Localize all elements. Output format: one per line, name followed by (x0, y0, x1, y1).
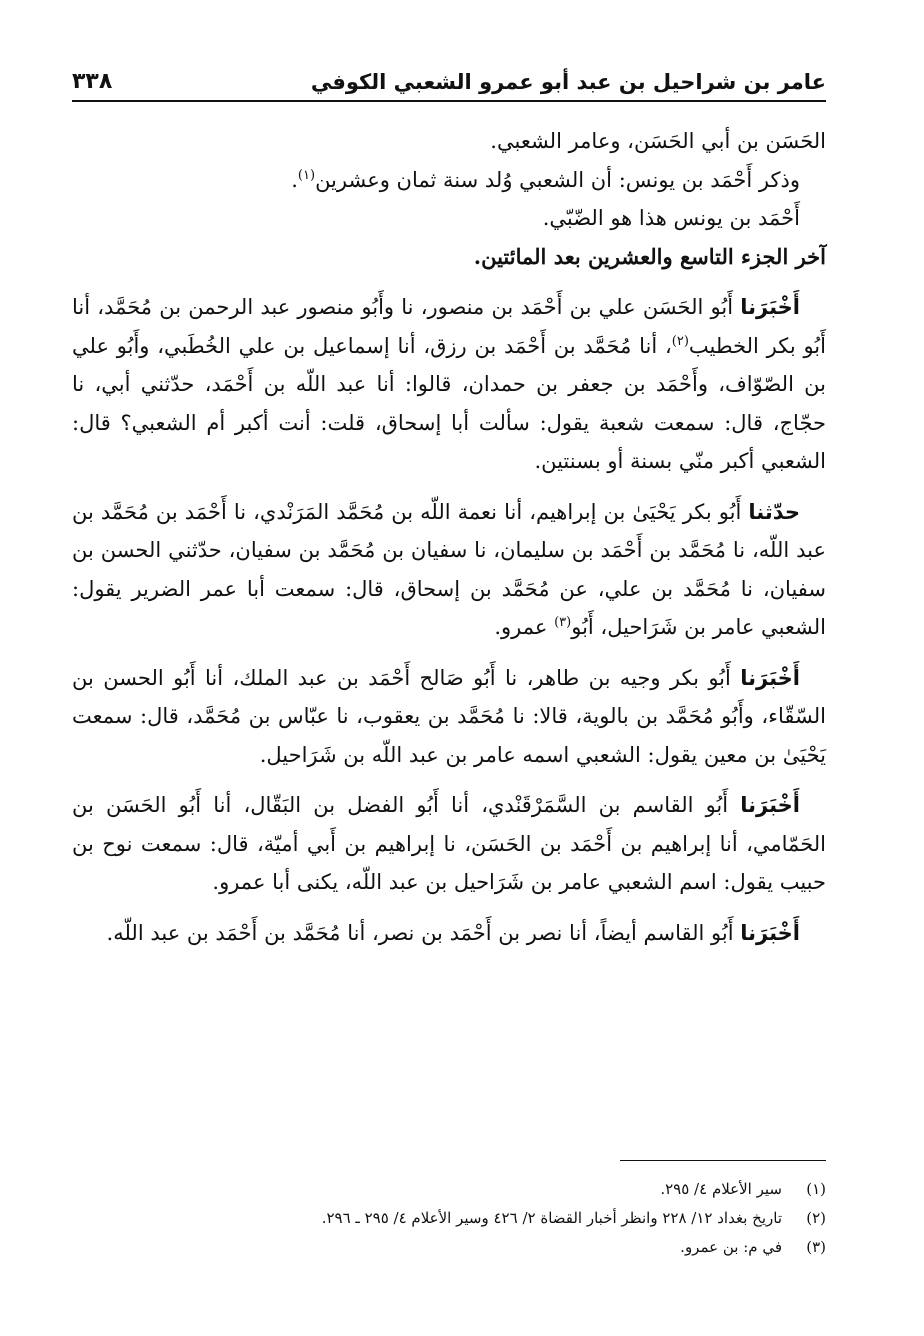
page-number: ٣٣٨ (72, 69, 113, 94)
paragraph: الحَسَن بن أبي الحَسَن، وعامر الشعبي. (490, 129, 826, 153)
narration-keyword: أَخْبَرَنا (740, 665, 800, 690)
paragraph: حدّثنا أَبُو بكر يَحْيَىٰ بن إبراهيم، أنا نعمة اللّه بن مُحَمَّد المَرَنْدي، نا أَحْمَد بن مُحَمَّد بن عبد اللّه، نا مُحَمَّد بن أَحْمَد بن سليمان، نا سفيان بن مُحَمَّد بن سفيان، حدّثني الحسن بن سفيان، نا مُحَمَّد بن علي، عن مُحَمَّد بن إسحاق، قال: سمعت أبا عمر الضرير يقول: الشعبي عامر بن شَرَاحيل، أَبُو$^{(٣)}$ عمرو. (72, 499, 826, 639)
footnote (72, 1175, 826, 1204)
footnotes (72, 1160, 826, 1262)
footnote (72, 1204, 826, 1233)
section-end-note: آخر الجزء التاسع والعشرين بعد المائتين. (473, 243, 826, 269)
footnote-number: (٣) (806, 1238, 826, 1256)
paragraph: أَخْبَرَنا أَبُو القاسم بن السَّمَرْقَنْدي، أنا أَبُو الفضل بن البَقّال، أنا أَبُو الحَسَن بن الحَمّامي، أنا إبراهيم بن أَحْمَد بن الحَسَن، نا إبراهيم بن أَبي أميّة، قال: سمعت نوح بن حبيب يقول: اسم الشعبي عامر بن شَرَاحيل بن عبد اللّه، يكنى أبا عمرو. (72, 793, 826, 894)
paragraph: وذكر أَحْمَد بن يونس: أن الشعبي وُلد سنة ثمان وعشرين$^{(١)}$. (291, 167, 800, 192)
footnote-ref: (٢) (671, 333, 689, 349)
main-text (72, 122, 826, 952)
running-title: عامر بن شراحيل بن عبد أبو عمرو الشعبي الكوفي (310, 70, 826, 94)
footnote (72, 1233, 826, 1262)
narration-keyword: حدّثنا (748, 499, 800, 524)
narration-keyword: أَخْبَرَنا (740, 920, 800, 945)
paragraph: أَخْبَرَنا أَبُو القاسم أيضاً، أنا نصر بن أَحْمَد بن نصر، أنا مُحَمَّد بن أَحْمَد بن عبد اللّه. (106, 920, 800, 945)
paragraph: أَخْبَرَنا أَبُو الحَسَن علي بن أَحْمَد بن منصور، نا وأَبُو منصور عبد الرحمن بن مُحَمَّد، أنا أَبُو بكر الخطيب$^{(٢)}$، أنا مُحَمَّد بن أَحْمَد بن رزق، أنا إسماعيل بن علي الخُطَبي، وأَبُو علي بن الصّوّاف، وأَحْمَد بن جعفر بن حمدان، قالوا: أنا عبد اللّه بن أَحْمَد، حدّثني أبي، نا حجّاج، قال: سمعت شعبة يقول: سألت أبا إسحاق، قلت: أنت أكبر أم الشعبي؟ قال: الشعبي أكبر منّي بسنة أو بسنتين. (72, 295, 826, 473)
footnote-text: تاريخ بغداد ١٢/ ٢٢٨ وانظر أخبار القضاة ٢/ ٤٢٦ وسير الأعلام ٤/ ٢٩٥ ـ ٢٩٦. (321, 1209, 782, 1227)
paragraph: أَحْمَد بن يونس هذا هو الضّبّي. (542, 206, 800, 230)
footnote-ref: (٣) (554, 615, 572, 630)
footnote-divider (620, 1160, 826, 1161)
footnote-number: (١) (806, 1180, 826, 1198)
footnote-text: في م: بن عمرو. (680, 1238, 782, 1256)
paragraph: أَخْبَرَنا أَبُو بكر وجيه بن طاهر، نا أَبُو صَالح أَحْمَد بن عبد الملك، أنا أَبُو الحسن بن السّقّاء، وأَبُو مُحَمَّد بن بالوية، قالا: نا مُحَمَّد بن يعقوب، نا عبّاس بن مُحَمَّد، قال: سمعت يَحْيَىٰ بن معين يقول: الشعبي اسمه عامر بن عبد اللّه بن شَرَاحيل. (72, 665, 826, 767)
page-header (72, 58, 826, 102)
footnote-ref: (١) (297, 167, 316, 183)
footnote-text: سير الأعلام ٤/ ٢٩٥. (660, 1180, 782, 1198)
narration-keyword: أَخْبَرَنا (740, 295, 800, 319)
footnote-number: (٢) (806, 1209, 826, 1227)
narration-keyword: أَخْبَرَنا (740, 793, 800, 817)
